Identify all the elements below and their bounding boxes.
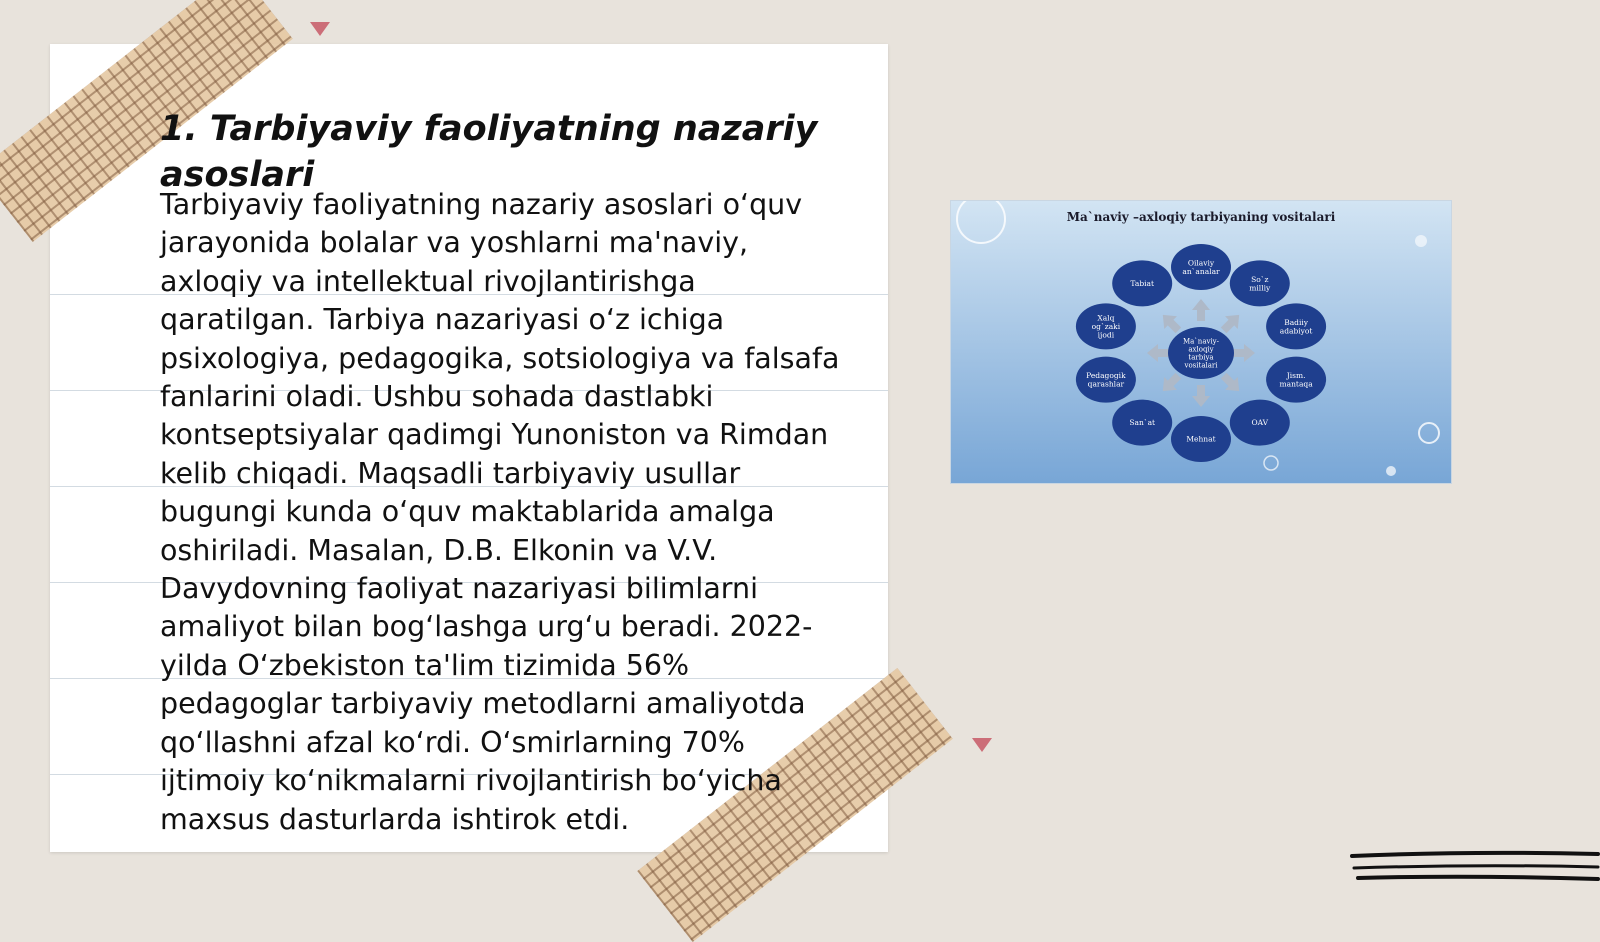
node-label: Badiiy <box>1284 317 1309 327</box>
diagram-node <box>1266 357 1326 403</box>
education-means-diagram <box>950 200 1452 484</box>
ink-scribble-decoration <box>1350 848 1600 888</box>
diagram-node <box>1230 260 1290 306</box>
diagram-node <box>1230 400 1290 446</box>
node-label: Mehnat <box>1186 434 1216 444</box>
node-label: San`at <box>1129 418 1156 428</box>
slide-body-text: Tarbiyaviy faoliyatning nazariy asoslari o‘quv jarayonida bolalar va yoshlarni ma'naviy, axloqiy va intellektual rivojlantirishga qaratilgan. Tarbiya nazariyasi o‘z ichiga psixologiya, pedagogika, sotsiologiya va falsafa fanlarini oladi. Ushbu sohada dastlabki kontseptsiyalar qadimgi Yunoniston va Rimdan kelib chiqadi. Maqsadli tarbiyaviy usullar bugungi kunda o‘quv maktablarida amalga oshiriladi. Masalan, D.B. Elkonin va V.V. Davydovning faoliyat nazariyasi bilimlarni amaliyot bilan bog‘lashga urg‘u beradi. 2022-yilda O‘zbekiston ta'lim tizimida 56% pedagoglar tarbiyaviy metodlarni amaliyotda qo‘llashni afzal ko‘rdi. O‘smirlarning 70% ijtimoiy ko‘nikmalarni rivojlantirish bo‘yicha maxsus dasturlarda ishtirok etdi. <box>160 188 840 836</box>
tape-corner-bottom <box>972 738 992 752</box>
diagram-node <box>1076 303 1136 349</box>
node-label: Xalq <box>1097 313 1115 323</box>
center-node <box>1168 327 1234 379</box>
node-label: Jism. <box>1286 371 1306 380</box>
node-label: Tabiat <box>1130 279 1155 288</box>
diagram-node <box>1112 400 1172 446</box>
diagram-title: Ma`naviy –axloqiy tarbiyaning vositalari <box>1066 210 1336 224</box>
diagram-node <box>1076 357 1136 403</box>
node-label: og`zaki <box>1091 322 1121 331</box>
node-label: adabiyot <box>1279 326 1313 336</box>
slide-title: 1. Tarbiyaviy faoliyatning nazariy asoslari <box>160 109 818 195</box>
diagram-node <box>1112 260 1172 306</box>
node-label: axloqiy <box>1188 345 1214 354</box>
diagram-svg <box>951 201 1451 483</box>
bubble-decoration <box>1386 466 1396 476</box>
node-label: milliy <box>1249 283 1271 293</box>
node-label: Pedagogik <box>1086 371 1126 380</box>
bubble-decoration <box>1415 235 1427 247</box>
node-label: Ma`naviy- <box>1182 337 1220 346</box>
node-label: ijodi <box>1097 330 1115 340</box>
diagram-node <box>1266 303 1326 349</box>
node-label: an`analar <box>1182 266 1220 276</box>
node-label: Oilaviy <box>1187 258 1215 268</box>
tape-corner-top <box>310 22 330 36</box>
diagram-node <box>1171 416 1231 462</box>
node-label: mantaqa <box>1279 379 1313 389</box>
node-label: tarbiya <box>1188 353 1214 362</box>
node-label: qarashlar <box>1087 379 1125 389</box>
diagram-node <box>1171 244 1231 290</box>
node-label: vositalari <box>1184 361 1218 370</box>
node-label: So`z <box>1251 274 1269 284</box>
node-label: OAV <box>1251 418 1269 428</box>
